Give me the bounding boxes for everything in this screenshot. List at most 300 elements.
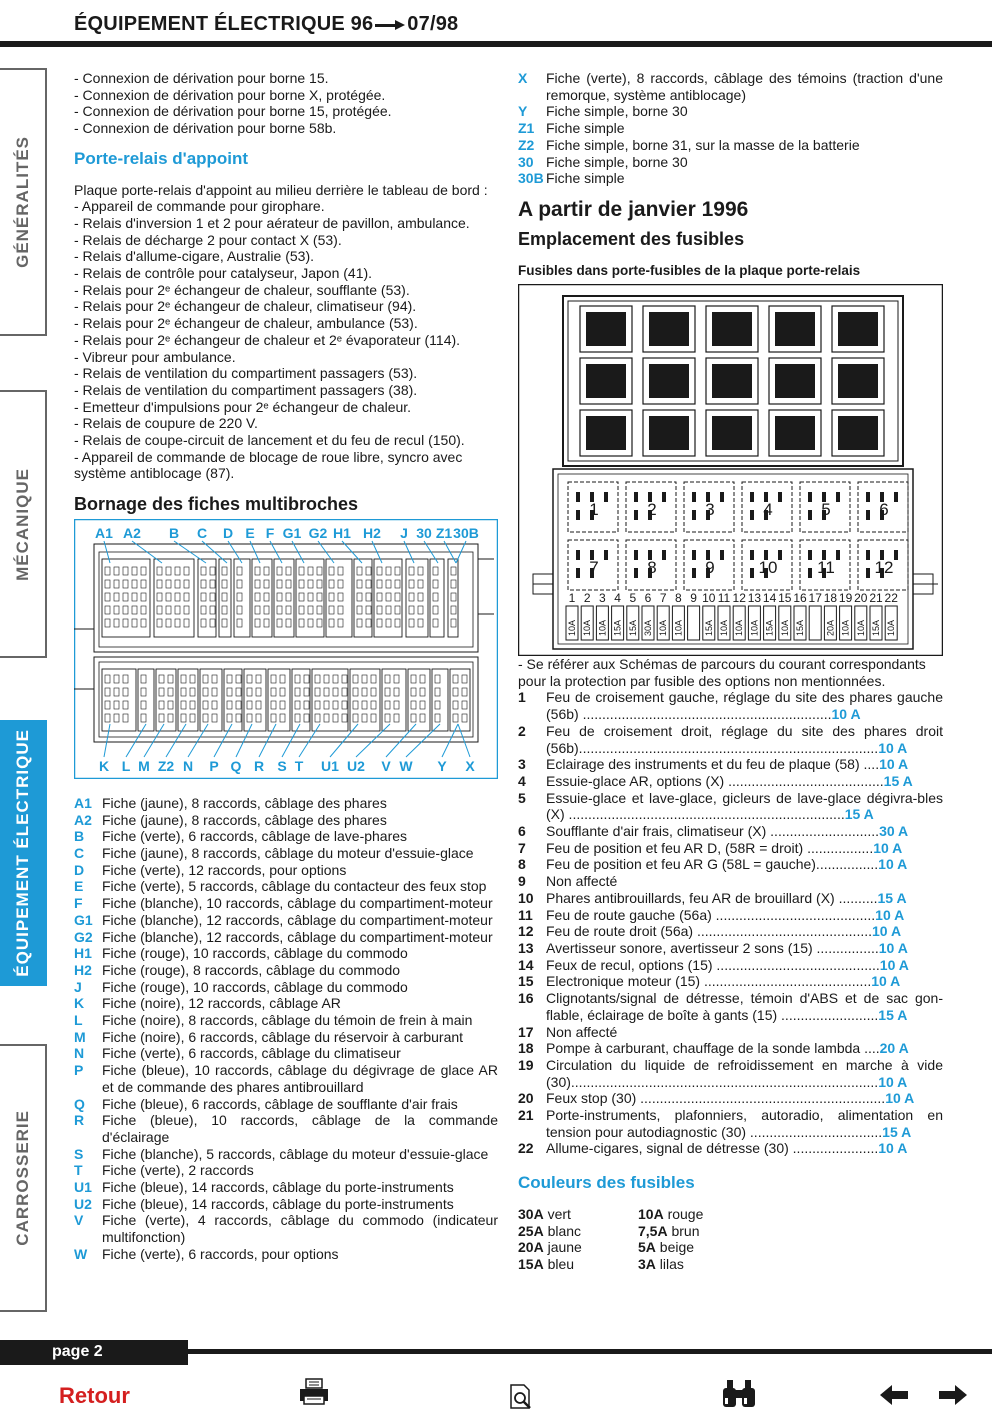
fuse-slot-number: 9 xyxy=(690,591,697,606)
fiche-code: E xyxy=(74,878,84,895)
fuse-amperage: 15 A xyxy=(877,889,907,906)
fuse-row xyxy=(518,1057,943,1090)
connector-label-bottom: Q xyxy=(230,757,242,774)
fuse-row xyxy=(518,957,943,974)
fiche-row xyxy=(74,1246,498,1263)
fiches-list-left xyxy=(74,795,498,1263)
fuse-number: 10 xyxy=(518,889,534,906)
porte-relais-list: Plaque porte-relais d'appoint au milieu derrière le tableau de bord : - Appareil de commande pour girophare. - Relais d'inversion 1 et 2 pour aérateur de pavillon, ambulance. - Relais de décharge 2 pour contact X (53). - Relais d'allume-cigare, Australie (53). - Relais de contrôle pour catalyseur, Japon (41). - Relais pour 2ᵉ échangeur de chaleur, soufflante (53). - Relais pour 2ᵉ échangeur de chaleur, climatiseur (94). - Relais pour 2ᵉ échangeur de chaleur, ambulance (53). - Relais pour 2ᵉ échangeur de chaleur et 2ᵉ évaporateur (114). - Vibreur pour ambulance. - Relais de ventilation du compartiment passagers (53). - Relais de ventilation du compartiment passagers (38). - Emetteur d'impulsions pour 2ᵉ échangeur de chaleur. - Relais de coupure de 220 V. - Relais de coupe-circuit de lancement et du feu de recul (150). - Appareil de commande de blocage de roue libre, syncro avec système antiblocage (87). xyxy=(74,181,488,482)
fiche-row xyxy=(74,862,498,879)
connector-label-bottom: L xyxy=(121,757,131,774)
fiche-description: Fiche simple xyxy=(546,120,625,137)
fiche-row xyxy=(518,103,943,120)
connector-label-bottom: T xyxy=(294,757,304,774)
relay-number: 5 xyxy=(821,500,831,520)
fiche-description: Fiche (verte), 6 raccords, câblage de lave-phares xyxy=(102,828,408,845)
fuse-slot-rating: 15A xyxy=(612,620,623,637)
fiche-row xyxy=(74,1062,498,1095)
connector-label-top: E xyxy=(245,524,255,541)
fiche-row xyxy=(74,812,498,829)
fiche-row xyxy=(518,170,943,187)
fiche-row xyxy=(74,845,498,862)
fuse-slot-rating: 10A xyxy=(582,620,593,637)
fuse-slot-rating: 10A xyxy=(779,620,790,637)
fuse-description: Essuie-glace AR, options (X) ........................................15 A xyxy=(546,772,913,789)
fuse-slot-number: 7 xyxy=(659,591,667,606)
tab-carrosserie[interactable] xyxy=(0,1044,47,1312)
fuse-slot-number: 2 xyxy=(583,591,591,606)
fuse-row xyxy=(518,840,943,857)
connector-label-top: H1 xyxy=(333,524,351,541)
fuse-description: Non affecté xyxy=(546,1023,618,1040)
connector-label-top: G2 xyxy=(308,524,328,541)
fuse-row xyxy=(518,689,943,722)
fuse-slot-number: 18 xyxy=(823,591,838,606)
fuse-color-entry: 3A lilas xyxy=(638,1255,684,1272)
fuse-amperage: 10 A xyxy=(879,756,909,773)
connector-label-bottom: M xyxy=(138,757,150,774)
fuse-amperage: 30 A xyxy=(879,823,909,840)
fiche-code: G1 xyxy=(74,911,93,928)
connector-label-top: A1 xyxy=(95,524,113,541)
fuse-description: Feu de position et feu AR G (58L = gauche)................10 A xyxy=(546,856,908,873)
bornage-heading: Bornage des fiches multibroches xyxy=(74,494,359,515)
relay-number: 3 xyxy=(705,500,715,520)
fuse-description: Clignotants/signal de détresse, témoin d'ABS et de sac gon-flable, éclairage de boîte à gants (15) .........................15 A xyxy=(546,990,943,1023)
fuse-row xyxy=(518,756,943,773)
fiche-description: Fiche (blanche), 12 raccords, câblage du compartiment-moteur xyxy=(102,928,493,945)
fuse-amperage: 10 A xyxy=(873,839,903,856)
fiche-code: Z1 xyxy=(518,120,535,137)
fuse-number: 9 xyxy=(518,873,526,890)
fuse-number: 14 xyxy=(518,956,534,973)
fiche-description: Fiche (rouge), 8 raccords, câblage du commodo xyxy=(102,961,401,978)
fiche-description: Fiche (noire), 8 raccords, câblage du témoin de frein à main xyxy=(102,1012,473,1029)
tab-label: ÉQUIPEMENT ÉLECTRIQUE xyxy=(12,729,32,977)
fuse-number: 2 xyxy=(518,722,526,739)
fiche-row xyxy=(74,962,498,979)
porte-relais-heading: Porte-relais d'appoint xyxy=(74,148,249,168)
fiche-code: A1 xyxy=(74,794,92,811)
fuse-number: 6 xyxy=(518,823,526,840)
fuse-amperage: 15 A xyxy=(844,806,874,823)
couleurs-heading: Couleurs des fusibles xyxy=(518,1173,695,1193)
fiche-code: K xyxy=(74,995,85,1012)
fiche-description: Fiche (blanche), 5 raccords, câblage du moteur d'essuie-glace xyxy=(102,1145,489,1162)
fiche-code: W xyxy=(74,1245,88,1262)
connector-label-bottom: W xyxy=(399,757,413,774)
fuse-description: Non affecté xyxy=(546,873,618,890)
fiche-description: Fiche (jaune), 8 raccords, câblage des phares xyxy=(102,794,387,811)
fuse-amperage: 15 A xyxy=(878,1006,908,1023)
fiche-row xyxy=(74,912,498,929)
header-title-part2: 07/98 xyxy=(407,13,459,35)
tab-label: CARROSSERIE xyxy=(12,1110,32,1246)
fuse-row xyxy=(518,940,943,957)
fuse-description: Pompe à carburant, chauffage de la sonde lambda ....20 A xyxy=(546,1040,909,1057)
connector-label-top: D xyxy=(222,524,234,541)
fuse-slot-rating: 15A xyxy=(627,620,638,637)
fiche-code: Z2 xyxy=(518,136,535,153)
fiche-code: Y xyxy=(518,103,528,120)
fiche-code: H1 xyxy=(74,945,92,962)
fuse-color-entry: 15A bleu xyxy=(518,1255,575,1272)
fuse-slot-number: 4 xyxy=(614,591,621,606)
header-title-part1: ÉQUIPEMENT ÉLECTRIQUE 96 xyxy=(74,13,374,35)
fuse-color-entry: 7,5A brun xyxy=(638,1222,700,1239)
connector-label-bottom: Z2 xyxy=(157,757,175,774)
fiche-code: R xyxy=(74,1112,85,1129)
fuse-amperage: 10 A xyxy=(879,956,909,973)
tab-generalites[interactable] xyxy=(0,68,47,336)
fiche-row xyxy=(518,154,943,171)
fuse-slot-rating: 10A xyxy=(673,620,684,637)
fiche-row xyxy=(74,929,498,946)
fiche-code: F xyxy=(74,895,83,912)
fuse-color-entry: 30A vert xyxy=(518,1205,571,1222)
fiche-row xyxy=(74,1196,498,1213)
header-rule xyxy=(0,41,992,47)
fuse-color-entry: 10A rouge xyxy=(638,1205,704,1222)
tab-label: GÉNÉRALITÉS xyxy=(12,136,32,268)
zoom-page-icon[interactable] xyxy=(508,1383,536,1411)
fiche-row xyxy=(74,979,498,996)
fuse-description: Soufflante d'air frais, climatiseur (X) ............................30 A xyxy=(546,823,909,840)
fuse-amperage: 15 A xyxy=(883,772,913,789)
connector-label-bottom: N xyxy=(182,757,194,774)
fuse-number: 13 xyxy=(518,939,534,956)
fiche-description: Fiche (verte), 12 raccords, pour options xyxy=(102,861,347,878)
fuse-row xyxy=(518,923,943,940)
relay-number: 11 xyxy=(817,558,835,578)
fiche-code: G2 xyxy=(74,928,93,945)
fuse-slot-number: 15 xyxy=(778,591,792,606)
fiche-description: Fiche (verte), 4 raccords, câblage du commodo (indicateur multifonction) xyxy=(102,1212,498,1246)
fiches-list-right xyxy=(518,70,943,187)
fiche-code: C xyxy=(74,844,85,861)
fuse-description: Feux de recul, options (15) ..........................................10 A xyxy=(546,956,909,973)
fuse-description: Allume-cigares, signal de détresse (30) ......................10 A xyxy=(546,1140,908,1157)
fuse-description: Phares antibrouillards, feu AR de brouillard (X) ..........15 A xyxy=(546,889,907,906)
fuse-amperage: 15 A xyxy=(882,1123,912,1140)
fuse-row xyxy=(518,907,943,924)
connector-label-bottom: S xyxy=(277,757,287,774)
fiche-code: B xyxy=(74,828,85,845)
fuse-row xyxy=(518,1024,943,1041)
fiche-description: Fiche (noire), 6 raccords, câblage du réservoir à carburant xyxy=(102,1028,464,1045)
fuse-slot-rating: 15A xyxy=(795,620,805,637)
relay-number: 1 xyxy=(589,500,599,520)
fiche-row xyxy=(74,1146,498,1163)
fiche-description: Fiche simple, borne 30 xyxy=(546,153,688,170)
fuse-number: 17 xyxy=(518,1023,534,1040)
fiche-row xyxy=(74,828,498,845)
fuse-amperage: 10 A xyxy=(878,739,908,756)
arrow-left-icon[interactable] xyxy=(878,1383,910,1407)
relay-number: 7 xyxy=(589,558,599,578)
fiche-description: Fiche (verte), 6 raccords, pour options xyxy=(102,1245,339,1262)
relay-number: 9 xyxy=(705,558,715,578)
fuse-number: 1 xyxy=(518,689,526,706)
fiche-row xyxy=(74,945,498,962)
fuse-description: Feu de croisement gauche, réglage du site des phares gauche (56b) ................................................................10 A xyxy=(546,689,943,723)
fiche-description: Fiche (rouge), 10 raccords, câblage du commodo xyxy=(102,978,408,995)
fuse-slot-number: 11 xyxy=(717,591,731,606)
fuse-number: 8 xyxy=(518,856,526,873)
intro-list: - Connexion de dérivation pour borne 15. - Connexion de dérivation pour borne X, protégée. - Connexion de dérivation pour borne 15, protégée. - Connexion de dérivation pour borne 58b. xyxy=(74,70,392,137)
fuse-slot-rating: 10A xyxy=(749,620,760,637)
fiche-row xyxy=(74,995,498,1012)
fuse-slot-number: 20 xyxy=(854,591,868,606)
fuse-row xyxy=(518,990,943,1023)
fiche-description: Fiche (verte), 6 raccords, câblage du climatiseur xyxy=(102,1045,401,1062)
fuse-number: 11 xyxy=(518,906,533,923)
fuse-row xyxy=(518,1090,943,1107)
fuse-slot-rating: 10A xyxy=(840,620,851,637)
fiche-row xyxy=(74,1112,498,1145)
fuse-row xyxy=(518,890,943,907)
fiche-description: Fiche (blanche), 10 raccords, câblage du compartiment-moteur xyxy=(102,895,493,912)
fuse-row xyxy=(518,1040,943,1057)
fuse-number: 22 xyxy=(518,1140,534,1157)
fuse-row xyxy=(518,823,943,840)
relay-number: 10 xyxy=(758,558,778,578)
fiche-description: Fiche (blanche), 12 raccords, câblage du compartiment-moteur xyxy=(102,911,493,928)
fuse-color-entry: 25A blanc xyxy=(518,1222,582,1239)
section-title: A partir de janvier 1996 xyxy=(518,197,749,221)
fuse-slot-rating: 10A xyxy=(597,620,608,637)
fuse-slot-number: 8 xyxy=(675,591,682,606)
fiche-code: M xyxy=(74,1028,86,1045)
fiche-row xyxy=(518,120,943,137)
fuse-row xyxy=(518,873,943,890)
fuse-amperage: 10 A xyxy=(878,939,908,956)
fuse-slot-number: 19 xyxy=(838,591,853,606)
fiche-code: U2 xyxy=(74,1195,92,1212)
fuse-slot-number: 6 xyxy=(644,591,652,606)
fiche-row xyxy=(74,795,498,812)
page-header xyxy=(74,13,458,36)
fuse-number: 7 xyxy=(518,839,526,856)
connector-label-bottom: U2 xyxy=(347,757,365,774)
fiche-code: X xyxy=(518,70,528,86)
fuse-list xyxy=(518,689,943,1157)
fiche-description: Fiche (noire), 12 raccords, câblage AR xyxy=(102,995,341,1012)
fuse-amperage: 10 A xyxy=(871,973,901,990)
fiche-row xyxy=(518,137,943,154)
fiche-row xyxy=(74,878,498,895)
fuse-slot-number: 21 xyxy=(869,591,883,606)
fuse-color-entry: 5A beige xyxy=(638,1239,695,1256)
fuse-number: 4 xyxy=(518,772,526,789)
fuse-number: 19 xyxy=(518,1056,534,1073)
tab-mecanique[interactable] xyxy=(0,390,47,658)
fiche-code: N xyxy=(74,1045,85,1062)
connector-label-bottom: V xyxy=(381,757,391,774)
fuse-description: Circulation du liquide de refroidissement en marche à vide (30)...............................................................................10 A xyxy=(546,1056,943,1090)
fuse-row xyxy=(518,773,943,790)
fiche-code: Q xyxy=(74,1095,85,1112)
connector-pinout-diagram xyxy=(74,519,498,779)
fiche-code: P xyxy=(74,1062,84,1079)
printer-icon[interactable] xyxy=(297,1377,331,1407)
fiche-row xyxy=(518,70,943,103)
fiche-row xyxy=(74,895,498,912)
fuse-description: Feux stop (30) ...............................................................10 A xyxy=(546,1090,915,1107)
fuse-row xyxy=(518,1107,943,1140)
fiche-code: T xyxy=(74,1162,83,1179)
fiche-description: Fiche (rouge), 10 raccords, câblage du commodo xyxy=(102,945,408,962)
fiche-code: 30 xyxy=(518,153,534,170)
fiche-row xyxy=(74,1212,498,1245)
tab-label: MÉCANIQUE xyxy=(12,467,32,581)
fuse-description: Feu de route droit (56a) .............................................10 A xyxy=(546,923,902,940)
connector-label-top: Z1 xyxy=(435,524,453,541)
fiche-code: H2 xyxy=(74,961,92,978)
fiche-description: Fiche (bleue), 10 raccords, câblage de la commande d'éclairage xyxy=(102,1112,498,1145)
connector-label-bottom: Y xyxy=(437,757,447,774)
fuse-amperage: 10 A xyxy=(831,706,861,723)
fuse-description: Feu de position et feu AR D, (58R = droit) .................10 A xyxy=(546,839,903,856)
fiche-description: Fiche (verte), 5 raccords, câblage du contacteur des feux stop xyxy=(102,878,487,895)
fiche-code: 30B xyxy=(518,170,544,187)
fuse-number: 3 xyxy=(518,756,526,773)
fuse-description: Feu de route gauche (56a) .........................................10 A xyxy=(546,906,905,923)
fuse-slot-rating: 10A xyxy=(719,620,729,637)
fuse-slot-number: 12 xyxy=(732,591,746,606)
fiche-description: Fiche simple, borne 31, sur la masse de la batterie xyxy=(546,136,860,153)
fiche-description: Fiche (bleue), 6 raccords, câblage de soufflante d'air frais xyxy=(102,1095,458,1112)
right-column xyxy=(518,70,943,1273)
fuse-description: Porte-instruments, plafonniers, autoradio, alimentation en tension pour autodiagnostic (30) ..................................15 A xyxy=(546,1107,943,1140)
fuse-description: Avertisseur sonore, avertisseur 2 sons (15) ................10 A xyxy=(546,939,908,956)
fuse-number: 15 xyxy=(518,973,534,990)
fuse-description: Eclairage des instruments et du feu de plaque (58) ....10 A xyxy=(546,756,909,773)
retour-link[interactable]: Retour xyxy=(59,1383,130,1408)
fuse-amperage: 10 A xyxy=(878,856,908,873)
connector-label-top: 30 xyxy=(416,524,432,541)
fiche-code: A2 xyxy=(74,811,92,828)
fuse-number: 21 xyxy=(518,1107,534,1124)
left-column xyxy=(74,70,498,1263)
fiche-row xyxy=(74,1029,498,1046)
fuse-color-entry: 20A jaune xyxy=(518,1239,582,1256)
fuse-number: 20 xyxy=(518,1090,534,1107)
fuse-amperage: 10 A xyxy=(878,1140,908,1157)
connector-label-top: 30B xyxy=(453,524,479,541)
fiche-row xyxy=(74,1012,498,1029)
fuse-amperage: 20 A xyxy=(879,1040,909,1057)
arrow-right-icon[interactable] xyxy=(937,1383,969,1407)
fiche-description: Fiche (bleue), 14 raccords, câblage du porte-instruments xyxy=(102,1195,454,1212)
emplacement-heading: Emplacement des fusibles xyxy=(518,228,745,249)
fuse-row xyxy=(518,723,943,756)
fiche-description: Fiche (bleue), 14 raccords, câblage du porte-instruments xyxy=(102,1179,454,1196)
connector-label-top: H2 xyxy=(363,524,381,541)
fuse-slot-number: 1 xyxy=(568,591,576,606)
fuse-slot-number: 5 xyxy=(629,591,637,606)
fuse-slot-rating: 30A xyxy=(643,620,653,637)
fiche-description: Fiche simple, borne 30 xyxy=(546,103,688,120)
relay-number: 2 xyxy=(647,500,657,520)
fuse-slot-rating: 15A xyxy=(764,620,775,637)
fuse-note: - Se référer aux Schémas de parcours du courant correspondants pour la protection par fusible des options non mentionnées. xyxy=(518,656,926,689)
fiche-code: J xyxy=(74,978,82,995)
connector-label-top: B xyxy=(168,524,180,541)
fuse-box-diagram xyxy=(518,284,943,656)
diagram-caption: Fusibles dans porte-fusibles de la plaque porte-relais xyxy=(518,263,861,279)
fiche-row xyxy=(74,1045,498,1062)
fuse-slot-rating: 15A xyxy=(871,620,881,637)
connector-label-bottom: U1 xyxy=(321,757,339,774)
connector-label-top: A2 xyxy=(123,524,141,541)
fiche-code: L xyxy=(74,1012,83,1029)
relay-number: 8 xyxy=(647,558,657,578)
fuse-amperage: 10 A xyxy=(878,1073,908,1090)
fiche-row xyxy=(74,1179,498,1196)
fuse-row xyxy=(518,856,943,873)
fuse-description: Feu de croisement droit, réglage du site des phares droit (56b).............................................................................10 A xyxy=(546,722,943,756)
fuse-amperage: 10 A xyxy=(885,1090,915,1107)
arrow-right-icon xyxy=(375,20,405,30)
fuse-slot-rating: 10A xyxy=(734,620,745,637)
page-number: page 2 xyxy=(0,1340,188,1365)
fuse-slot-number: 13 xyxy=(747,591,762,606)
fuse-row xyxy=(518,973,943,990)
fiche-code: U1 xyxy=(74,1179,92,1196)
fiche-description: Fiche (bleue), 10 raccords, câblage du dégivrage de glace AR et de commande des phares antibrouillard xyxy=(102,1062,498,1095)
connector-label-bottom: X xyxy=(465,757,475,774)
connector-label-top: C xyxy=(196,524,208,541)
fuse-colors-table xyxy=(518,1206,943,1273)
fuse-slot-number: 14 xyxy=(762,591,777,606)
fuse-number: 12 xyxy=(518,923,534,940)
fuse-slot-number: 22 xyxy=(884,591,898,606)
fuse-slot-rating: 10A xyxy=(886,620,897,637)
connector-label-top: J xyxy=(400,524,408,541)
connector-label-top: F xyxy=(265,524,275,541)
connector-label-bottom: K xyxy=(98,757,110,774)
fiche-description: Fiche (verte), 2 raccords xyxy=(102,1162,254,1179)
connector-label-bottom: R xyxy=(253,757,265,774)
fiche-code: V xyxy=(74,1212,84,1229)
connector-label-bottom: P xyxy=(209,757,219,774)
fuse-slot-rating: 20A xyxy=(825,620,836,637)
fiche-code: D xyxy=(74,861,85,878)
relay-number: 4 xyxy=(763,500,773,520)
fuse-number: 5 xyxy=(518,789,526,806)
fuse-slot-number: 10 xyxy=(702,591,716,606)
fiche-description: Fiche (jaune), 8 raccords, câblage du moteur d'essuie-glace xyxy=(102,844,474,861)
fuse-amperage: 10 A xyxy=(875,906,905,923)
fuse-number: 18 xyxy=(518,1040,534,1057)
fuse-slot-rating: 10A xyxy=(658,620,669,637)
fuse-slot-number: 3 xyxy=(599,591,606,606)
fuse-description: Essuie-glace et lave-glace, gicleurs de lave-glace dégivra-bles (X) .......................................................................15 A xyxy=(546,789,943,823)
tab-equipement-electrique[interactable] xyxy=(0,720,47,986)
binoculars-icon[interactable] xyxy=(719,1378,759,1410)
fiche-description: Fiche (verte), 8 raccords, câblage des témoins (traction d'une remorque, système antiblocage) xyxy=(546,70,943,103)
fuse-slot-number: 16 xyxy=(793,591,807,606)
fiche-description: Fiche simple xyxy=(546,170,625,187)
fuse-slot-number: 17 xyxy=(808,591,822,606)
fiche-row xyxy=(74,1096,498,1113)
fuse-amperage: 10 A xyxy=(872,923,902,940)
fuse-slot-rating: 10A xyxy=(567,620,577,637)
fiche-code: S xyxy=(74,1145,84,1162)
fuse-description: Electronique moteur (15) ...........................................10 A xyxy=(546,973,901,990)
relay-number: 6 xyxy=(879,500,889,520)
